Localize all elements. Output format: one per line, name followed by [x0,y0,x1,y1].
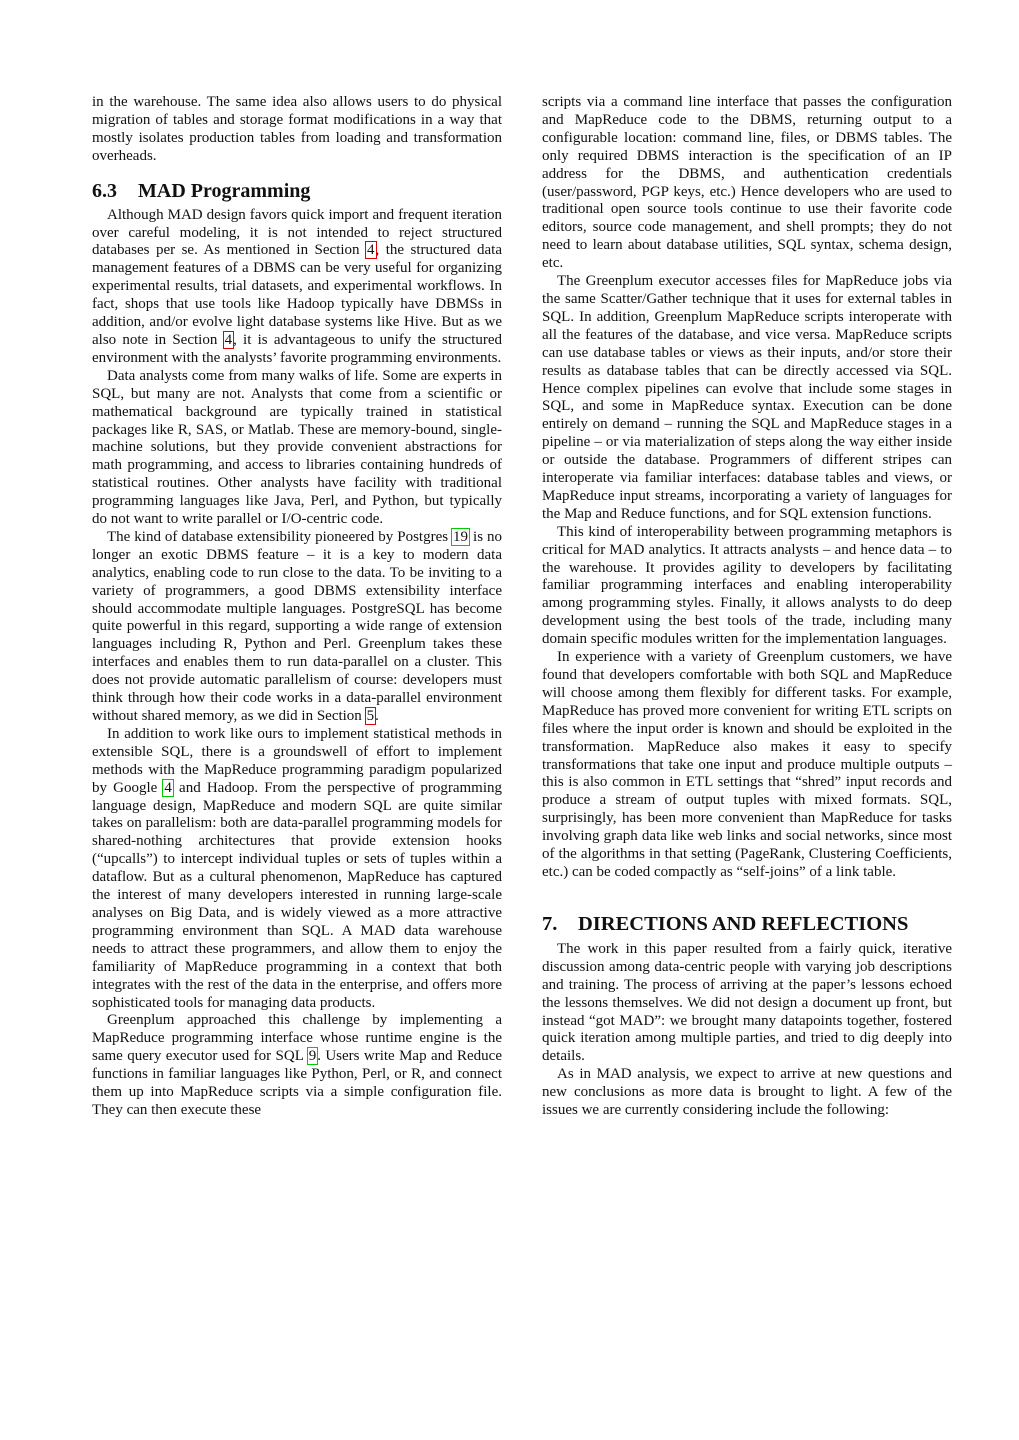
text: The kind of database extensibility pioneered by Postgres [107,528,453,545]
text: Greenplum approached this challenge by implementing a MapReduce programming interface whose runtime engine is the same query executor used for SQL [92,1012,502,1065]
paragraph [92,726,502,1013]
subsection-number: 6.3 [92,179,117,202]
paragraph: The work in this paper resulted from a fairly quick, iterative discussion among data-centric people with varying job descriptions and training. The process of arriving at the paper’s lessons echoed the lessons themselves. We did not design a document up front, but instead “got MAD”: we brought many datapoints together, fostered quick iteration among multiple parties, and tried to dig deeply into details. [542,940,952,1065]
paragraph-continuation: scripts via a command line interface that passes the configuration and MapReduce code to the DBMS, returning output to a configurable location: command line, files, or DBMS tables. The only required DBMS interaction is the specification of an IP address for the DBMS, and authentication credentials (user/password, PGP keys, etc.) Hence developers who are used to traditional open source tools continue to use their favorite code editors, source code management, and shell prompts; they do not need to learn about database utilities, SQL syntax, schema design, etc. [542,94,952,272]
paragraph-continuation: in the warehouse. The same idea also allows users to do physical migration of tables and storage format modifications in a way that mostly isolates production tables from loading and transformation overheads. [92,94,502,164]
text: , the structured data management features of a DBMS can be very useful for organizing experimental results, trial datasets, and experimental workflows. In fact, shops that use tools like Hadoop typically have DBMSs in addition, and/or evolve light database systems like Hive. But as we also note in Section [92,242,502,348]
section-title: DIRECTIONS AND REFLECTIONS [578,912,909,935]
text: . [375,708,379,724]
paragraph [92,207,502,368]
text: In addition to work like ours to implement statistical methods in extensible SQL, there is a groundswell of effort to implement methods with the MapReduce programming paradigm popularized by Google [92,725,502,796]
paragraph [92,1012,502,1119]
citation-link[interactable]: 19 [453,528,469,545]
paragraph: This kind of interoperability between programming metaphors is critical for MAD analytics. It attracts analysts – and hence data – to the warehouse. It provides agility to developers by facilitating familiar programming interfaces and enabling interoperability among programming styles. Finally, it allows analysts to do deep development using the best tools of the trade, including many domain specific modules written for the implementation languages. [542,523,952,648]
paragraph: As in MAD analysis, we expect to arrive at new questions and new conclusions as more data is brought to light. A few of the issues we are currently considering include the following: [542,1066,952,1119]
paragraph: Data analysts come from many walks of life. Some are experts in SQL, but many are not. Analysts that come from a scientific or mathematical background are typically trained in statistical packages like R, SAS, or Matlab. These are memory-bound, single-machine solutions, but they provide convenient abstractions for math programming, and access to libraries containing hundreds of statistical routines. Other analysts have facility with traditional programming languages like Java, Perl, and Python, but typically do not want to write parallel or I/O-centric code. [92,367,502,528]
section-heading [542,912,952,936]
text: . Users write Map and Reduce functions in familiar languages like Python, Perl, or R, and connect them up into MapReduce scripts via a simple configuration file. They can then execute these [92,1048,502,1118]
paragraph: In experience with a variety of Greenplum customers, we have found that developers comfortable with both SQL and MapReduce will choose among them flexibly for different tasks. For example, MapReduce has proved more convenient for writing ETL scripts on files where the input order is known and should be exploited in the transformation. MapReduce also makes it easy to specify transformations that take one input and produce multiple outputs – this is also common in ETL settings that “shred” input records and produce a stream of output tuples with mixed formats. SQL, surprisingly, has been more convenient than MapReduce for tasks involving graph data like web links and social networks, since most of the algorithms in that setting (PageRank, Clustering Coefficients, etc.) can be coded compactly as “self-joins” of a link table. [542,649,952,880]
text: , it is advantageous to unify the structured environment with the analysts’ favorite programming environments. [92,331,503,366]
text: Although MAD design favors quick import and frequent iteration over careful modeling, it is not intended to reject structured databases per se. As mentioned in Section [92,206,502,259]
paragraph [92,529,502,726]
section-number: 7. [542,912,558,935]
section-ref-link[interactable]: 4 [367,242,375,259]
section-ref-link[interactable]: 5 [366,708,375,724]
citation-link[interactable]: 4 [164,779,172,796]
section-ref-link[interactable]: 4 [224,331,233,348]
citation-link[interactable]: 9 [308,1048,317,1065]
paragraph: The Greenplum executor accesses files for MapReduce jobs via the same Scatter/Gather technique that it uses for external tables in SQL. In addition, Greenplum MapReduce scripts interoperate with all the features of the database, and vice versa. MapReduce scripts can use database tables or views as their inputs, and/or store their results as database tables that can be directly accessed via SQL. Hence complex pipelines can evolve that include some stages in SQL, and some in MapReduce syntax. Execution can be done entirely on demand – running the SQL and MapReduce stages in a pipeline – or via materialization of steps along the way either inside or outside the database. Programmers of different stripes can interoperate via familiar interfaces: database tables and views, or MapReduce input streams, incorporating a variety of languages for the Map and Reduce functions, and for SQL extension functions. [542,273,952,522]
text: and Hadoop. From the perspective of programming language design, MapReduce and modern SQL are quite similar takes on parallelism: both are data-parallel programming models for shared-nothing architectures that provide extension hooks (“upcalls”) to intercept individual tuples or sets of tuples within a dataflow. But as a cultural phenomenon, MapReduce has captured the interest of many developers interested in running large-scale analyses on Big Data, and is widely viewed as a more attractive programming environment than SQL. A MAD data warehouse needs to attract these programmers, and allow them to enjoy the familiarity of MapReduce programming in a context that both integrates with the rest of the data in the enterprise, and offers more sophisticated tools for managing data products. [92,779,502,1011]
text: is no longer an exotic DBMS feature – it is a key to modern data analytics, enabling code to run close to the data. To be inviting to a variety of programmers, a good DBMS extensibility interface should accommodate multiple languages. PostgreSQL has become quite powerful in this regard, supporting a wide range of extension languages including R, Python and Perl. Greenplum takes these interfaces and enables them to run data-parallel on a cluster. This does not provide automatic parallelism of course: developers must think through how their code works in a data-parallel environment without shared memory, as we did in Section [92,528,502,724]
left-column [92,94,502,1120]
subsection-heading [92,179,502,203]
right-column [542,94,952,1120]
subsection-title: MAD Programming [138,179,311,202]
